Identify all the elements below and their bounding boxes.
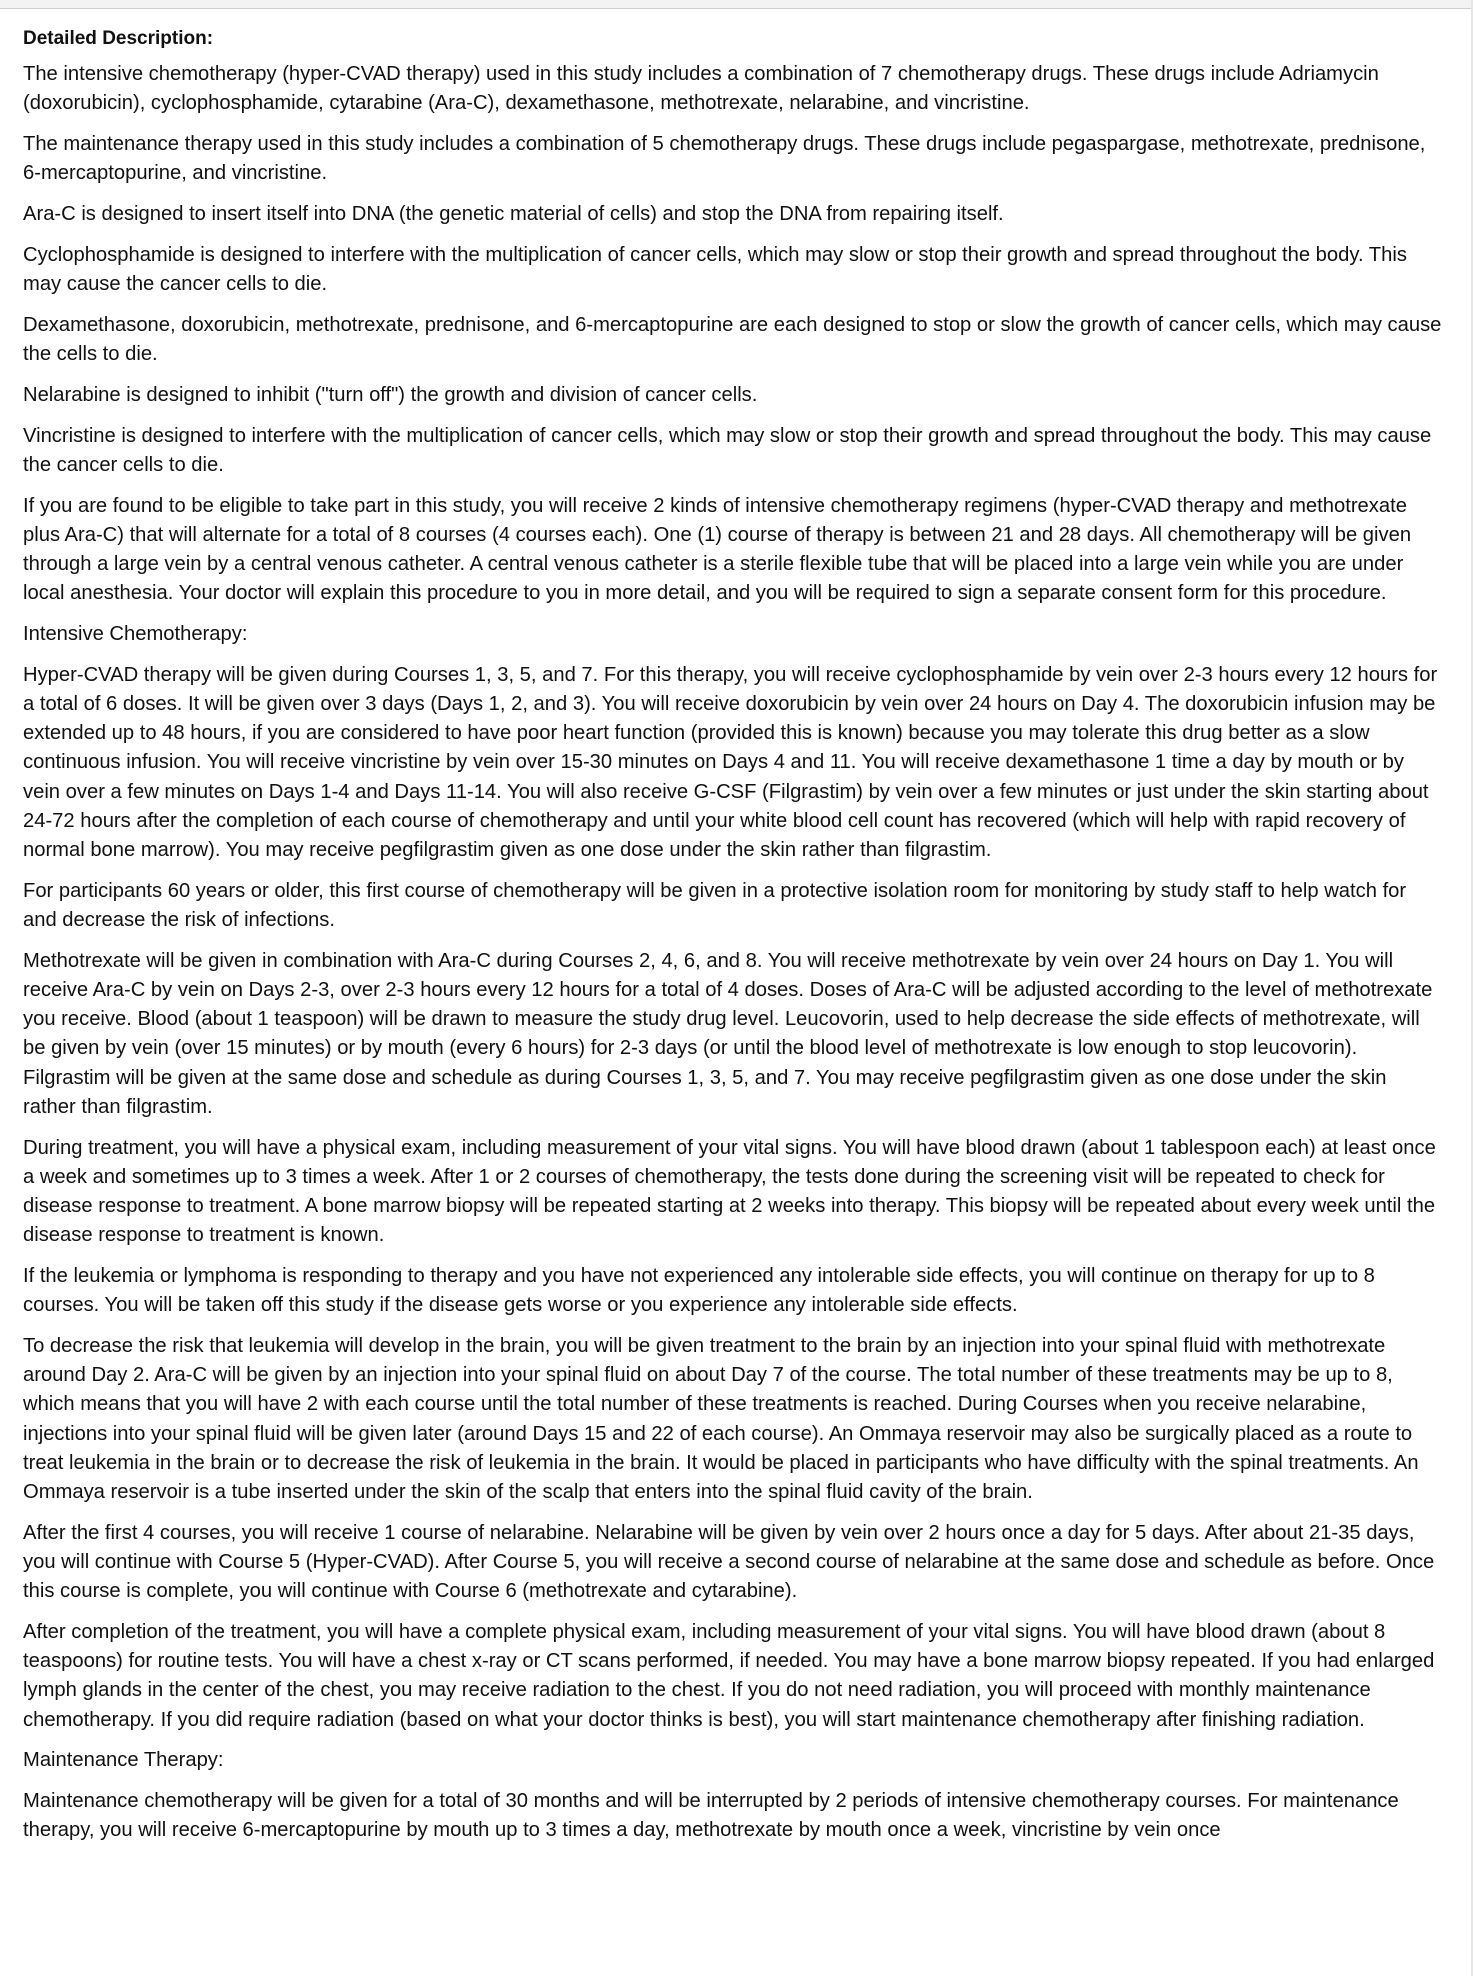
paragraph-eligibility: If you are found to be eligible to take part in this study, you will receive 2 kinds of intensive chemotherapy regimens (hyper-CVAD therapy and methotrexate plus Ara-C) that will alternate for a total of 8 courses (4 courses each). One (1) course of therapy is between 21 and 28 days. All chemotherapy will be given through a large vein by a central venous catheter. A central venous catheter is a sterile flexible tube that will be placed into a large vein while you are under local anesthesia. Your doctor will explain this procedure to you in more detail, and you will be required to sign a separate consent form for this procedure. (23, 494, 1412, 605)
subheading-maintenance-therapy: Maintenance Therapy: (23, 1749, 224, 1772)
paragraph-brain-treatment: To decrease the risk that leukemia will develop in the brain, you will be given treatment to the brain by an injection into your spinal fluid with methotrexate around Day 2. Ara-C will be given by an injection into your spinal fluid on about Day 7 of the course. The total number of these treatments may be up to 8, which means that you will have 2 with each course until the total number of these treatments is reached. During Courses when you receive nelarabine, injections into your spinal fluid will be given later (around Days 15 and 22 of each course). An Ommaya reservoir may also be surgically placed as a route to treat leukemia in the brain or to decrease the risk of leukemia in the brain. It would be placed in participants who have difficulty with the spinal treatments. An Ommaya reservoir is a tube inserted under the skin of the scalp that enters into the spinal fluid cavity of the brain. (23, 1335, 1419, 1504)
subheading-intensive-chemotherapy: Intensive Chemotherapy: (23, 623, 248, 645)
paragraph-maintenance-drugs: The maintenance therapy used in this study includes a combination of 5 chemotherapy drugs. These drugs include pegaspargase, methotrexate, prednisone, 6-mercaptopurine, and vincristine. (23, 133, 1426, 185)
paragraph-methotrexate-ara-c: Methotrexate will be given in combination with Ara-C during Courses 2, 4, 6, and 8. You will receive methotrexate by vein over 24 hours on Day 1. You will receive Ara-C by vein on Days 2-3, over 2-3 hours every 12 hours for a total of 4 doses. Doses of Ara-C will be adjusted according to the level of methotrexate you receive. Blood (about 1 teaspoon) will be drawn to measure the study drug level. Leucovorin, used to help decrease the side effects of methotrexate, will be given by vein (over 15 minutes) or by mouth (every 6 hours) for 2-3 days (or until the blood level of methotrexate is low enough to stop leucovorin). Filgrastim will be given at the same dose and schedule as during Courses 1, 3, 5, and 7. You may receive pegfilgrastim given as one dose under the skin rather than filgrastim. (23, 949, 1433, 1118)
paragraph-hyper-cvad: Hyper-CVAD therapy will be given during Courses 1, 3, 5, and 7. For this therapy, you will receive cyclophosphamide by vein over 2-3 hours every 12 hours for a total of 6 doses. It will be given over 3 days (Days 1, 2, and 3). You will receive doxorubicin by vein over 24 hours on Day 4. The doxorubicin infusion may be extended up to 48 hours, if you are considered to have poor heart function (provided this is known) because you may tolerate this drug better as a slow continuous infusion. You will receive vincristine by vein over 15-30 minutes on Days 4 and 11. You will receive dexamethasone 1 time a day by mouth or by vein over a few minutes on Days 1-4 and Days 11-14. You will also receive G-CSF (Filgrastim) by vein over a few minutes or just under the skin starting about 24-72 hours after the completion of each course of chemotherapy and until your white blood cell count has recovered (which will help with rapid recovery of normal bone marrow). You may receive pegfilgrastim given as one dose under the skin rather than filgrastim. (23, 663, 1438, 862)
detailed-description-section (23, 24, 1443, 1857)
paragraph-maintenance-chemotherapy: Maintenance chemotherapy will be given for a total of 30 months and will be interrupted by 2 periods of intensive chemotherapy courses. For maintenance therapy, you will receive 6-mercaptopurine by mouth up to 3 times a day, methotrexate by mouth once a week, vincristine by vein once (23, 1790, 1399, 1842)
paragraph-ara-c: Ara-C is designed to insert itself into DNA (the genetic material of cells) and stop the DNA from repairing itself. (23, 203, 1004, 225)
paragraph-participants-60: For participants 60 years or older, this first course of chemotherapy will be given in a protective isolation room for monitoring by study staff to help watch for and decrease the risk of infections. (23, 879, 1407, 932)
paragraph-vincristine: Vincristine is designed to interfere with the multiplication of cancer cells, which may slow or stop their growth and spread throughout the body. This may cause the cancer cells to die. (23, 424, 1432, 476)
paragraph-nelarabine-courses: After the first 4 courses, you will receive 1 course of nelarabine. Nelarabine will be given by vein over 2 hours once a day for 5 days. After about 21-35 days, you will continue with Course 5 (Hyper-CVAD). After Course 5, you will receive a second course of nelarabine at the same dose and schedule as before. Once this course is complete, you will continue with Course 6 (methotrexate and cytarabine). (23, 1521, 1435, 1603)
section-heading: Detailed Description: (23, 28, 214, 49)
paragraph-dexamethasone: Dexamethasone, doxorubicin, methotrexate, prednisone, and 6-mercaptopurine are each designed to stop or slow the growth of cancer cells, which may cause the cells to die. (23, 313, 1442, 365)
paragraph-responding: If the leukemia or lymphoma is responding to therapy and you have not experienced any intolerable side effects, you will continue on therapy for up to 8 courses. You will be taken off this study if the disease gets worse or you experience any intolerable side effects. (23, 1265, 1375, 1317)
paragraph-after-completion: After completion of the treatment, you will have a complete physical exam, including measurement of your vital signs. You will have blood drawn (about 8 teaspoons) for routine tests. You will have a chest x-ray or CT scans performed, if needed. You may have a bone marrow biopsy repeated. If you had enlarged lymph glands in the center of the chest, you may receive radiation to the chest. If you do not need radiation, you will proceed with monthly maintenance chemotherapy. If you did require radiation (based on what your doctor thinks is best), you will start maintenance chemotherapy after finishing radiation. (23, 1621, 1435, 1731)
window-top-rule (0, 0, 1473, 9)
paragraph-cyclophosphamide: Cyclophosphamide is designed to interfere with the multiplication of cancer cells, which may slow or stop their growth and spread throughout the body. This may cause the cancer cells to die. (23, 243, 1407, 295)
paragraph-drug-combination: The intensive chemotherapy (hyper-CVAD therapy) used in this study includes a combination of 7 chemotherapy drugs. These drugs include Adriamycin (doxorubicin), cyclophosphamide, cytarabine (Ara-C), dexamethasone, methotrexate, nelarabine, and vincristine. (23, 63, 1379, 115)
paragraph-during-treatment: During treatment, you will have a physical exam, including measurement of your vital signs. You will have blood drawn (about 1 tablespoon each) at least once a week and sometimes up to 3 times a week. After 1 or 2 courses of chemotherapy, the tests done during the screening visit will be repeated to check for disease response to treatment. A bone marrow biopsy will be repeated starting at 2 weeks into therapy. This biopsy will be repeated about every week until the disease response to treatment is known. (23, 1136, 1436, 1247)
paragraph-nelarabine: Nelarabine is designed to inhibit ("turn off") the growth and division of cancer cells. (23, 383, 758, 406)
